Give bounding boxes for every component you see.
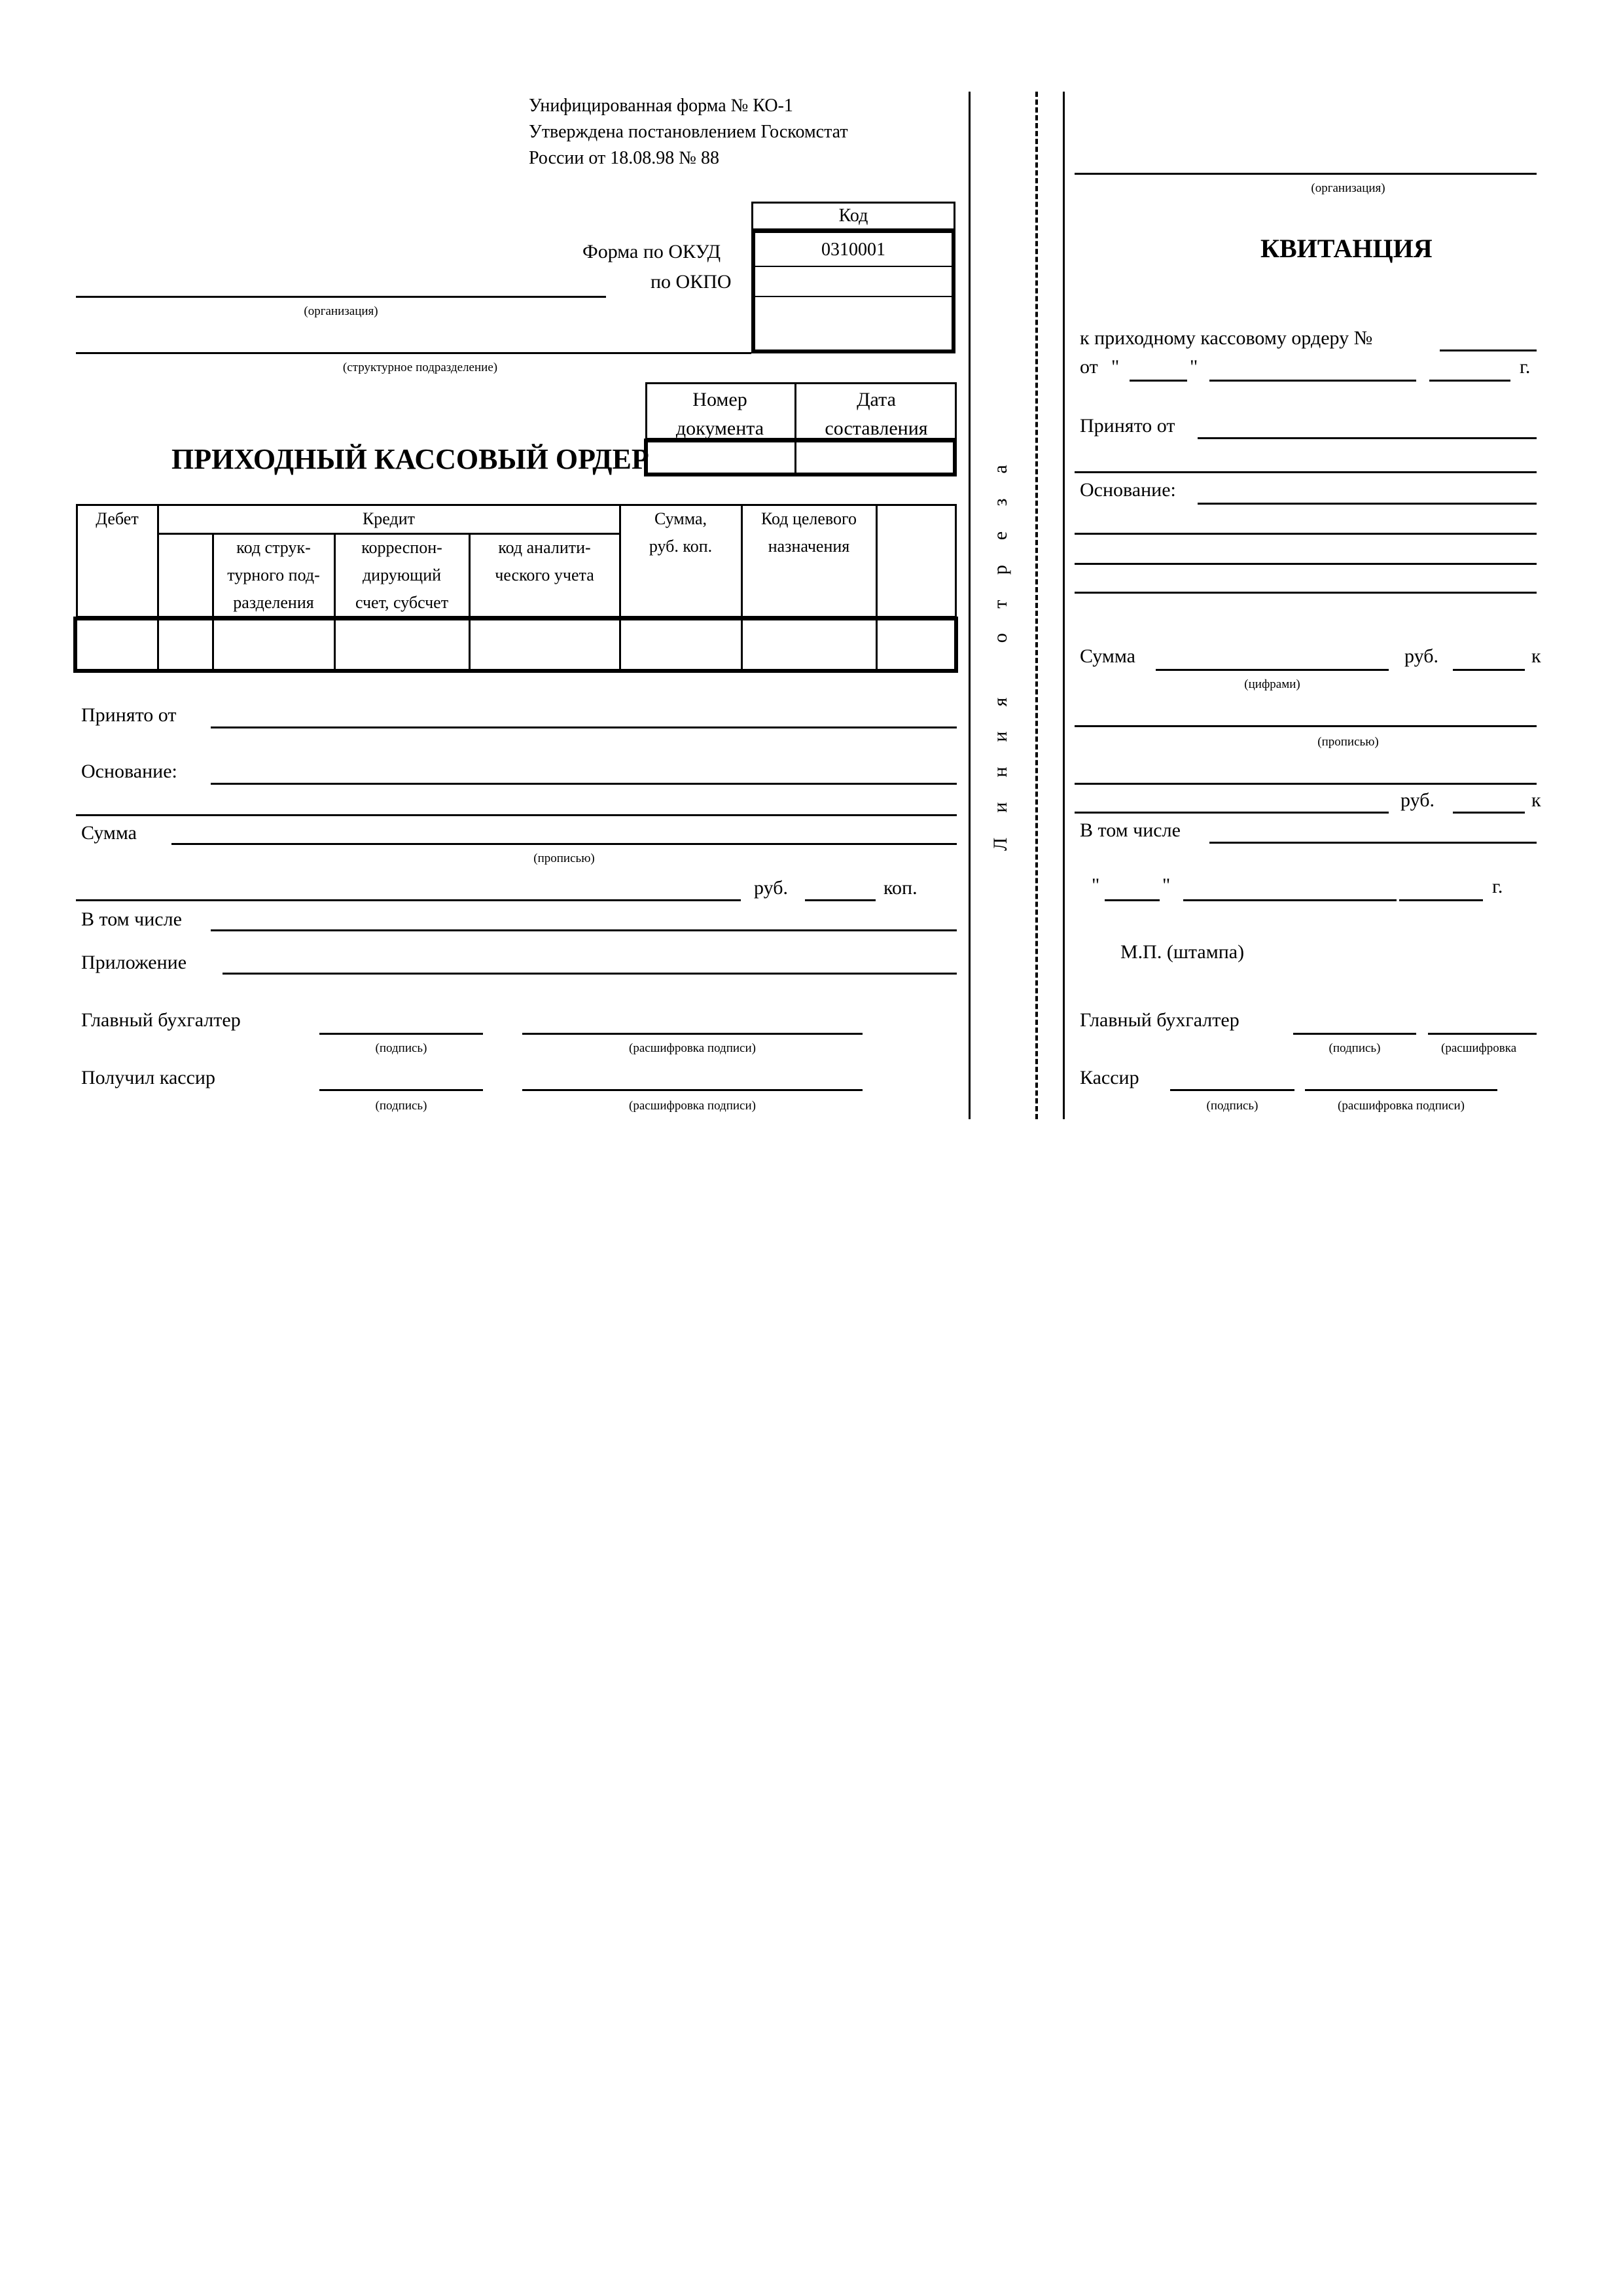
order-table-values-row (73, 617, 958, 673)
basis-label: Основание: (81, 761, 177, 782)
sum-label: Сумма (81, 822, 137, 844)
receipt-sum-label: Сумма (1080, 645, 1135, 667)
receipt-sum-words-line-3 (1075, 812, 1389, 814)
chief-accountant-label: Главный бухгалтер (81, 1009, 241, 1031)
credit-header: Кредит (362, 509, 416, 528)
corr-account-header: корреспон- дирующий счет, субсчет (355, 538, 449, 612)
receipt-stamp-label: М.П. (штампа) (1120, 941, 1245, 963)
doc-number-date-values (644, 439, 957, 476)
chief-signature-line (319, 1033, 483, 1035)
receipt-chief-signature-line (1293, 1033, 1416, 1035)
receipt-border-line (1063, 92, 1065, 1119)
left-border-line (969, 92, 971, 1119)
receipt-kop-label-2: к (1531, 789, 1541, 811)
receipt-date-month-line (1183, 899, 1397, 901)
organization-line (76, 296, 606, 298)
including-label: В том числе (81, 908, 182, 930)
receipt-date-day-line (1105, 899, 1160, 901)
purpose-code-header: Код целевого назначения (760, 509, 857, 556)
receipt-date-year-label: г. (1492, 876, 1503, 897)
analytic-code-header: код аналити- ческого учета (495, 538, 594, 584)
receipt-quote-open: " (1111, 356, 1120, 378)
receipt-organization-caption: (организация) (1311, 181, 1385, 195)
okud-code-value: 0310001 (821, 240, 885, 260)
receipt-date-year-line (1399, 899, 1483, 901)
receipt-order-number-line (1440, 350, 1537, 351)
sum-line-2 (76, 899, 741, 901)
cut-line-label: Линия отреза (990, 440, 1011, 851)
receipt-year-line (1429, 380, 1510, 382)
form-title-line2: Утверждена постановлением Госкомстат (529, 122, 848, 142)
receipt-basis-line-2 (1075, 533, 1537, 535)
structural-unit-caption: (структурное подразделение) (342, 361, 498, 374)
code-header: Код (838, 206, 868, 226)
okud-label: Форма по ОКУД (582, 241, 721, 262)
receipt-year-label: г. (1520, 356, 1531, 378)
receipt-cashier-signature-line (1170, 1089, 1294, 1091)
receipt-day-line (1130, 380, 1187, 382)
order-title: ПРИХОДНЫЙ КАССОВЫЙ ОРДЕР (171, 443, 649, 475)
basis-line-2 (76, 814, 957, 816)
cashier-signature-line (319, 1089, 483, 1091)
including-line (211, 929, 957, 931)
receipt-basis-line (1198, 503, 1537, 505)
receipt-sum-digits-caption: (цифрами) (1244, 677, 1300, 691)
cut-dashed-line (1035, 92, 1038, 1119)
receipt-sum-words-caption: (прописью) (1317, 735, 1379, 749)
cashier-decoding-line (522, 1089, 863, 1091)
receipt-including-label: В том числе (1080, 819, 1181, 841)
sum-in-words-caption: (прописью) (533, 852, 595, 865)
kop-label: коп. (883, 877, 918, 899)
organization-caption: (организация) (304, 304, 378, 318)
form-title-line3: России от 18.08.98 № 88 (529, 148, 719, 168)
receipt-received-from-line-2 (1075, 471, 1537, 473)
debit-header: Дебет (96, 509, 139, 528)
receipt-kop-line-2 (1453, 812, 1525, 814)
receipt-kop-label: к (1531, 645, 1541, 667)
chief-decoding-line (522, 1033, 863, 1035)
receipt-quote-close: " (1190, 356, 1198, 378)
receipt-date-quote-close: " (1162, 874, 1171, 896)
receipt-sum-words-line-2 (1075, 783, 1537, 785)
structural-unit-line (76, 352, 751, 354)
receipt-basis-line-3 (1075, 563, 1537, 565)
kop-line (805, 899, 876, 901)
basis-line (211, 783, 957, 785)
received-cashier-label: Получил кассир (81, 1067, 215, 1088)
chief-decoding-caption: (расшифровка подписи) (629, 1041, 756, 1055)
receipt-from-label: от (1080, 356, 1098, 378)
struct-code-header: код струк- турного под- разделения (227, 538, 320, 612)
receipt-basis-line-4 (1075, 592, 1537, 594)
receipt-cashier-signature-caption: (подпись) (1206, 1099, 1258, 1113)
received-from-label: Принято от (81, 704, 177, 726)
receipt-chief-decoding-line (1428, 1033, 1537, 1035)
cashier-signature-caption: (подпись) (375, 1099, 427, 1113)
receipt-date-quote-open: " (1092, 874, 1100, 896)
doc-number-header-2: документа (675, 418, 764, 439)
receipt-sum-words-line (1075, 725, 1537, 727)
doc-date-header-2: составления (825, 418, 928, 439)
amount-header: Сумма, руб. коп. (649, 509, 713, 556)
attachment-label: Приложение (81, 952, 187, 973)
receipt-chief-accountant-label: Главный бухгалтер (1080, 1009, 1240, 1031)
doc-number-header-1: Номер (692, 389, 747, 410)
chief-signature-caption: (подпись) (375, 1041, 427, 1055)
receipt-basis-label: Основание: (1080, 479, 1176, 501)
receipt-chief-signature-caption: (подпись) (1329, 1041, 1381, 1055)
receipt-month-line (1209, 380, 1416, 382)
form-title-line1: Унифицированная форма № КО-1 (529, 96, 793, 116)
receipt-to-order-label: к приходному кассовому ордеру № (1080, 327, 1373, 349)
received-from-line (211, 726, 957, 728)
receipt-cashier-decoding-caption: (расшифровка подписи) (1338, 1099, 1465, 1113)
receipt-kop-line (1453, 669, 1525, 671)
receipt-organization-line (1075, 173, 1537, 175)
receipt-chief-decoding-caption: (расшифровка (1441, 1041, 1517, 1055)
receipt-received-from-line (1198, 437, 1537, 439)
rub-label: руб. (754, 877, 788, 899)
cashier-decoding-caption: (расшифровка подписи) (629, 1099, 756, 1113)
doc-date-header-1: Дата (857, 389, 896, 410)
attachment-line (223, 973, 957, 975)
sum-line (171, 843, 957, 845)
receipt-including-line (1209, 842, 1537, 844)
receipt-cashier-decoding-line (1305, 1089, 1497, 1091)
receipt-cashier-label: Кассир (1080, 1067, 1139, 1088)
okpo-label: по ОКПО (651, 271, 732, 293)
receipt-sum-digits-line (1156, 669, 1389, 671)
receipt-received-from-label: Принято от (1080, 415, 1175, 437)
receipt-title: КВИТАНЦИЯ (1260, 234, 1433, 263)
receipt-rub-label: руб. (1404, 645, 1438, 667)
receipt-rub-label-2: руб. (1400, 789, 1435, 811)
